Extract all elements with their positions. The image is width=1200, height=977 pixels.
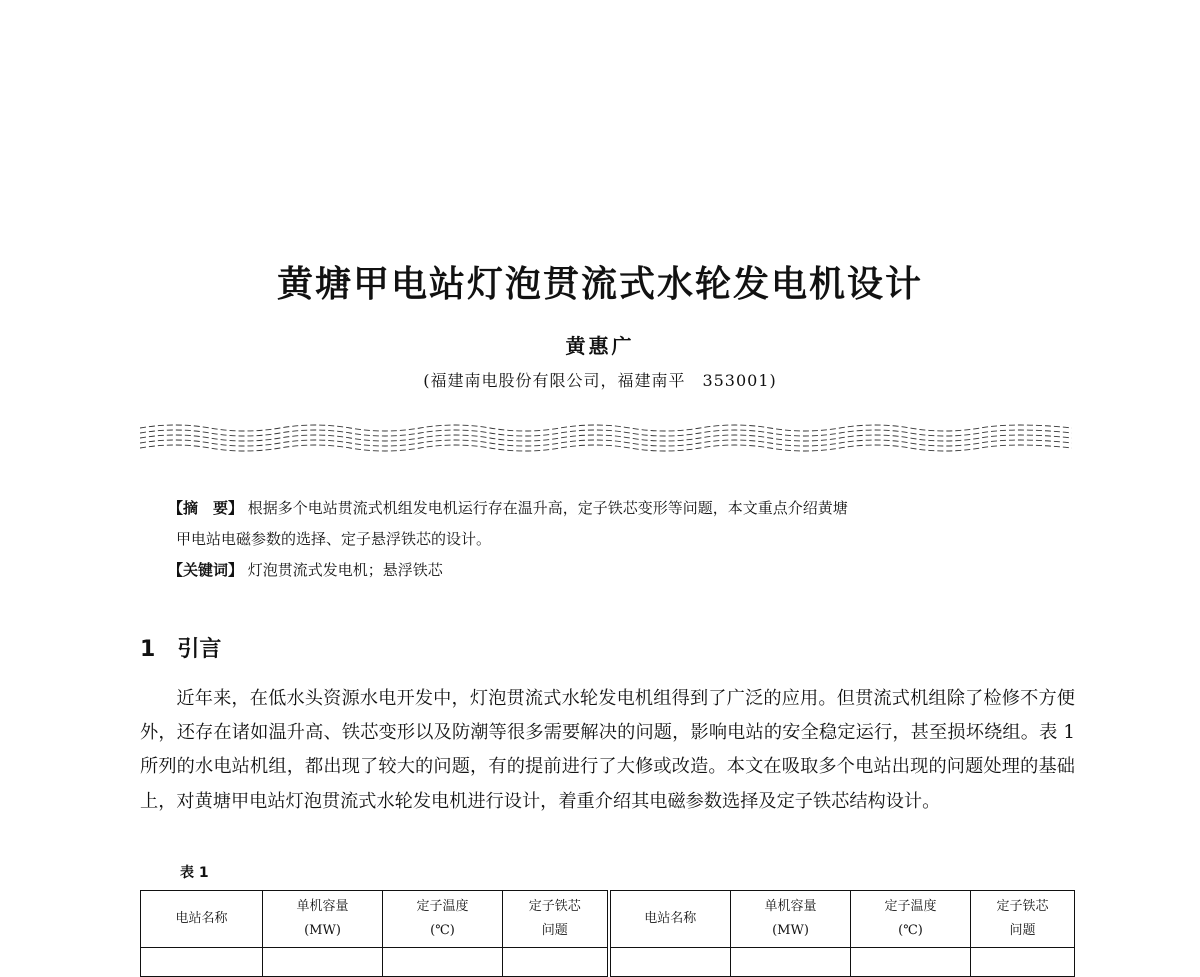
- abstract-text-2: 甲电站电磁参数的选择、定子悬浮铁芯的设计。: [176, 530, 492, 548]
- decorative-wave-divider: [140, 420, 1072, 454]
- author-name: 黄惠广: [565, 334, 635, 358]
- table-header-cell: 电站名称: [141, 891, 263, 948]
- section-heading: [140, 632, 221, 663]
- table-header-cell: 定子温度 (℃): [383, 891, 503, 948]
- table-header-cell: 定子铁芯 问题: [971, 891, 1075, 948]
- intro-paragraph: 近年来，在低水头资源水电开发中，灯泡贯流式水轮发电机组得到了广泛的应用。但贯流式机组除了检修不方便外，还存在诸如温升高、铁芯变形以及防潮等很多需要解决的问题，影响电站的安全稳定运行，甚至损坏绕组。表 1 所列的水电站机组，都出现了较大的问题，有的提前进行了大修或改造。本文在吸取多个电站出现的问题处理的基础上，对黄塘甲电站灯泡贯流式水轮发电机进行设计，着重介绍其电磁参数选择及定子铁芯结构设计。: [140, 688, 1075, 812]
- table-caption: 表 1: [180, 865, 209, 881]
- abstract-block: [168, 493, 1058, 586]
- table-header-row: [141, 891, 1075, 948]
- section-title: 引言: [177, 637, 222, 662]
- section-number: 1: [140, 637, 156, 662]
- paper-title: 黄塘甲电站灯泡贯流式水轮发电机设计: [276, 264, 923, 305]
- author-affiliation: (福建南电股份有限公司，福建南平 353001): [423, 371, 777, 390]
- table-row: [141, 948, 1075, 977]
- table-header-cell: 定子温度 (℃): [851, 891, 971, 948]
- keywords-label: 【关键词】: [168, 561, 244, 579]
- keywords-line: [168, 555, 1058, 586]
- table-header-cell: 单机容量 (MW): [731, 891, 851, 948]
- table-header-cell: 定子铁芯 问题: [503, 891, 609, 948]
- keywords-text: 灯泡贯流式发电机；悬浮铁芯: [247, 561, 443, 579]
- table-header-cell: 单机容量 (MW): [263, 891, 383, 948]
- abstract-line-1: [168, 493, 1058, 524]
- abstract-text-1: 根据多个电站贯流式机组发电机运行存在温升高，定子铁芯变形等问题，本文重点介绍黄塘: [247, 499, 848, 517]
- table-header-cell: 电站名称: [609, 891, 731, 948]
- table-1: [140, 890, 1075, 977]
- abstract-label: 【摘 要】: [168, 499, 244, 517]
- abstract-line-2: [168, 524, 1058, 555]
